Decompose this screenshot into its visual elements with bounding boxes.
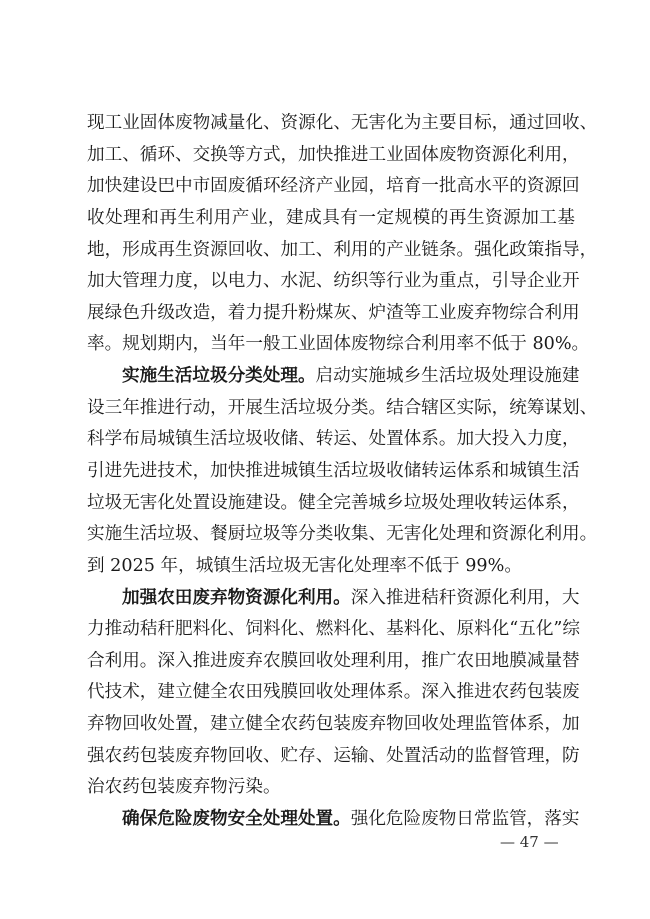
text-line: 实施生活垃圾、餐厨垃圾等分类收集、无害化处理和资源化利用。 bbox=[87, 524, 598, 544]
text-line: 弃物回收处置，建立健全农药包装废弃物回收处理监管体系，加 bbox=[87, 714, 580, 734]
text-line: 力推动秸秆肥料化、饲料化、燃料化、基料化、原料化“五化”综 bbox=[87, 619, 581, 639]
text-line: 加大管理力度，以电力、水泥、纺织等行业为重点，引导企业开 bbox=[87, 271, 580, 291]
text-line: 设三年推进行动，开展生活垃圾分类。结合辖区实际，统筹谋划、 bbox=[87, 398, 598, 418]
text-line: 加工、循环、交换等方式，加快推进工业固体废物资源化利用， bbox=[87, 145, 580, 165]
text-line: 引进先进技术，加快推进城镇生活垃圾收储转运体系和城镇生活 bbox=[87, 461, 580, 481]
paragraph-text: 强化危险废物日常监管，落实 bbox=[350, 809, 580, 829]
text-line: 加快建设巴中市固废循环经济产业园，培育一批高水平的资源回 bbox=[87, 176, 580, 196]
paragraph-heading: 加强农田废弃物资源化利用。 bbox=[122, 587, 351, 608]
text-line: 强农药包装废弃物回收、贮存、运输、处置活动的监督管理，防 bbox=[87, 746, 580, 766]
page-number: — 47 — bbox=[500, 833, 559, 851]
text-line: 现工业固体废物减量化、资源化、无害化为主要目标，通过回收、 bbox=[87, 113, 598, 133]
paragraph-text: 启动实施城乡生活垃圾处理设施建 bbox=[315, 366, 580, 386]
text-line: 展绿色升级改造，着力提升粉煤灰、炉渣等工业废弃物综合利用 bbox=[87, 303, 580, 323]
text-line: 垃圾无害化处置设施建设。健全完善城乡垃圾处理收转运体系， bbox=[87, 493, 580, 513]
text-line: 治农药包装废弃物污染。 bbox=[87, 777, 281, 797]
paragraph-heading: 实施生活垃圾分类处理。 bbox=[122, 365, 316, 386]
paragraph-first-line bbox=[122, 808, 580, 830]
paragraph-first-line bbox=[122, 365, 580, 387]
paragraph-heading: 确保危险废物安全处理处置。 bbox=[122, 808, 351, 829]
text-line: 科学布局城镇生活垃圾收储、转运、处置体系。加大投入力度， bbox=[87, 429, 580, 449]
text-line: 收处理和再生利用产业，建成具有一定规模的再生资源加工基 bbox=[87, 208, 575, 228]
text-line: 代技术，建立健全农田残膜回收处理体系。深入推进农药包装废 bbox=[87, 682, 580, 702]
paragraph-first-line bbox=[122, 587, 580, 609]
text-line: 地，形成再生资源回收、加工、利用的产业链条。强化政策指导， bbox=[87, 240, 598, 260]
text-line: 率。规划期内，当年一般工业固体废物综合利用率不低于 80%。 bbox=[87, 334, 590, 354]
text-line: 到 2025 年，城镇生活垃圾无害化处理率不低于 99%。 bbox=[87, 556, 522, 576]
paragraph-text: 深入推进秸秆资源化利用，大 bbox=[350, 588, 580, 608]
text-line: 合利用。深入推进废弃农膜回收处理利用，推广农田地膜减量替 bbox=[87, 651, 580, 671]
